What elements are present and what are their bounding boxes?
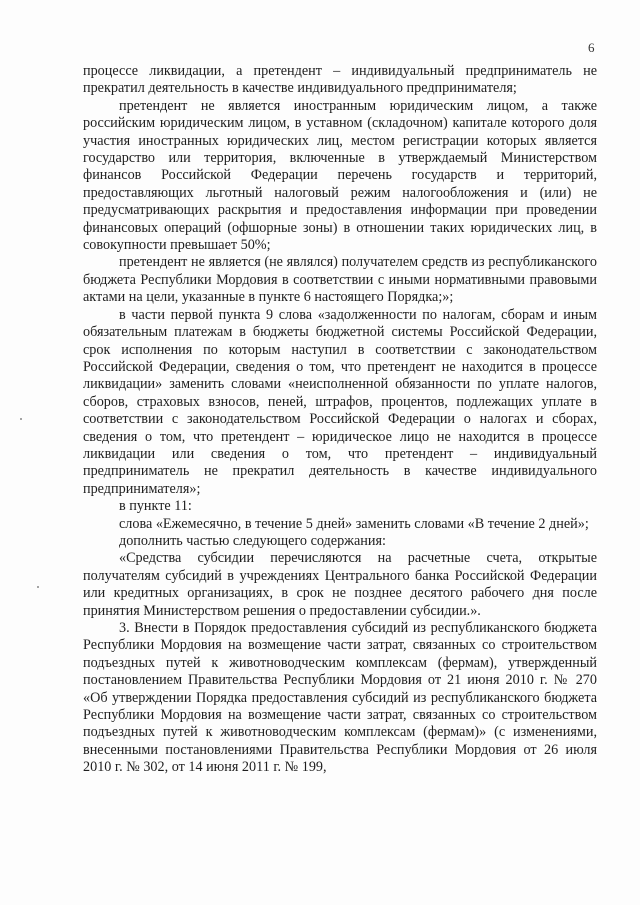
paragraph: в части первой пункта 9 слова «задолженности по налогам, сборам и иным обязательным платежам в бюджеты бюджетной системы Российской Федерации, срок исполнения по которым наступил в соответствии с законодательством Российской Федерации, сведения о том, что претендент не находится в процессе ликвидации» заменить словами «неисполненной обязанности по уплате налогов, сборов, страховых взносов, пеней, штрафов, процентов, подлежащих уплате в соответствии с законодательством Российской Федерации о налогах и сборах, сведения о том, что претендент – юридическое лицо не находится в процессе ликвидации или сведения о том, что претендент – индивидуальный предприниматель не прекратил деятельность в качестве индивидуального предпринимателя»; — [83, 306, 597, 497]
scan-speck — [20, 418, 22, 420]
paragraph: 3. Внести в Порядок предоставления субсидий из республиканского бюджета Республики Мордовия на возмещение части затрат, связанных со строительством подъездных путей к животноводческим комплексам (фермам), утвержденный постановлением Правительства Республики Мордовия от 21 июня 2010 г. № 270 «Об утверждении Порядка предоставления субсидий из республиканского бюджета Республики Мордовия на возмещение части затрат, связанных со строительством подъездных путей к животноводческим комплексам (фермам)» (с изменениями, внесенными постановлениями Правительства Республики Мордовия от 26 июля 2010 г. № 302, от 14 июня 2011 г. № 199, — [83, 620, 597, 776]
paragraph: претендент не является иностранным юридическим лицом, а также российским юридическим лицом, в уставном (складочном) капитале которого доля участия иностранных юридических лиц, местом регистрации которых является государство или территория, включенные в утверждаемый Министерством финансов Российской Федерации перечень государств и территорий, предоставляющих льготный налоговый режим налогообложения и (или) не предусматривающих раскрытия и предоставления информации при проведении финансовых операций (офшорные зоны) в отношении таких юридических лиц, в совокупности превышает 50%; — [83, 97, 597, 254]
paragraph: слова «Ежемесячно, в течение 5 дней» заменить словами «В течение 2 дней»; — [119, 515, 589, 532]
scan-speck — [37, 586, 39, 588]
page-number: 6 — [588, 40, 595, 55]
paragraph: процессе ликвидации, а претендент – индивидуальный предприниматель не прекратил деятельность в качестве индивидуального предпринимателя; — [83, 63, 597, 97]
paragraph: «Средства субсидии перечисляются на расчетные счета, открытые получателям субсидий в учреждениях Центрального банка Российской Федерации или кредитных организациях, в срок не позднее десятого рабочего дня после принятия Министерством решения о предоставлении субсидии.». — [83, 550, 597, 619]
paragraph: дополнить частью следующего содержания: — [119, 532, 386, 549]
paragraph: в пункте 11: — [119, 498, 192, 515]
document-body — [83, 63, 597, 777]
paragraph: претендент не является (не являлся) получателем средств из республиканского бюджета Республики Мордовия в соответствии с иными нормативными правовыми актами на цели, указанные в пункте 6 настоящего Порядка;»; — [83, 254, 597, 306]
